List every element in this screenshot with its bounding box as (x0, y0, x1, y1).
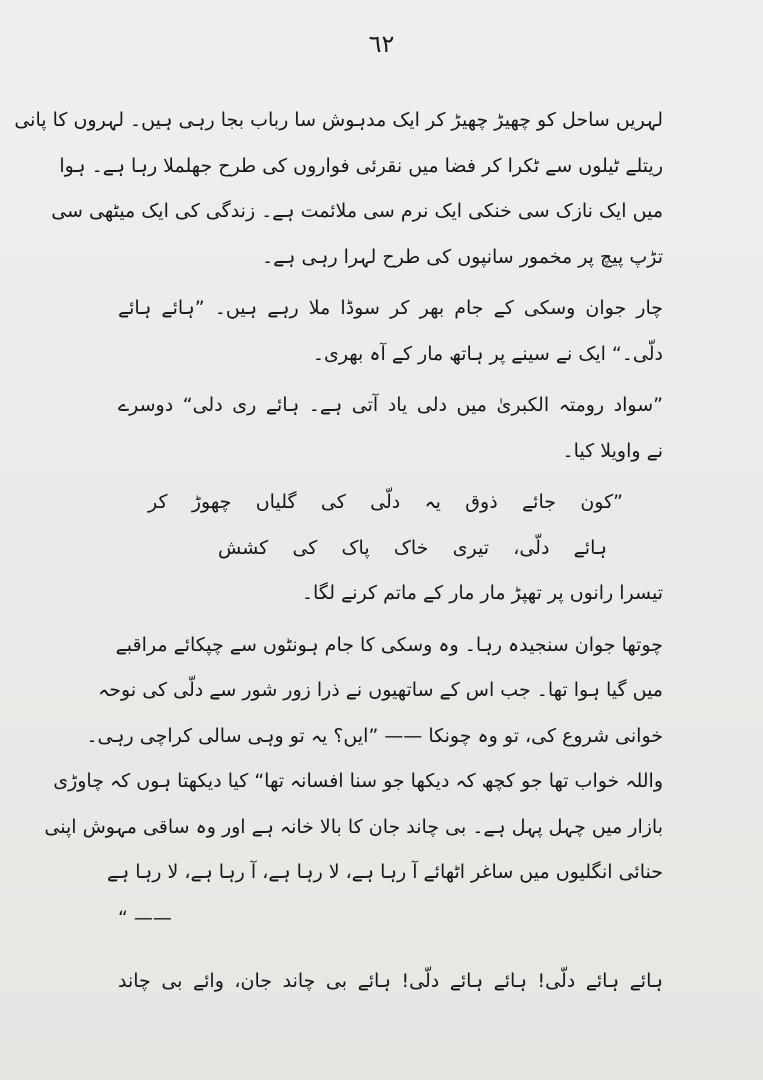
text-line: خوانی شروع کی، تو وہ چونکا —— ”ایں؟ یہ تو وہی سالی کراچی رہی۔ (86, 724, 663, 747)
text-line: نے واویلا کیا۔ (562, 439, 663, 462)
text-line: چوتھا جوان سنجیدہ رہا۔ وہ وسکی کا جام ہونٹوں سے چپکائے مراقبے (115, 633, 663, 656)
verse-line: ”کون جائے ذوق یہ دلّی کی گلیاں چھوڑ کر (148, 491, 623, 513)
text-line: تیسرا رانوں پر تھپڑ مار مار کے ماتم کرنے لگا۔ (301, 582, 663, 604)
body-text (14, 98, 663, 1005)
text-line: چار جوان وسکی کے جام بھر کر سوڈا ملا رہے ہیں۔ ”ہائے ہائے (118, 297, 663, 319)
text-line: میں ایک نازک سی خنکی ایک نرم سی ملائمت ہے۔ زندگی کی ایک میٹھی سی (51, 200, 663, 222)
text-line: ریتلے ٹیلوں سے ٹکرا کر فضا میں نقرئی فواروں کی طرح جھلملا رہا ہے۔ ہوا (59, 154, 663, 177)
text-line: بازار میں چہل پہل ہے۔ بی چاند جان کا بالا خانہ ہے اور وہ ساقی مہوش اپنی (44, 815, 663, 838)
verse-line: ہائے دلّی، تیری خاک پاک کی کشش (218, 536, 607, 559)
page-number: ٦٢ (368, 30, 395, 58)
text-line: —— “ (118, 906, 172, 929)
text-line: حنائی انگلیوں میں ساغر اٹھائے آ رہا ہے، لا رہا ہے، آ رہا ہے، لا رہا ہے (107, 861, 663, 883)
text-line: لہریں ساحل کو چھیڑ چھیڑ کر ایک مدہوش سا رباب بجا رہی ہیں۔ لہروں کا پانی (14, 109, 663, 131)
text-line: واللہ خواب تھا جو کچھ کہ دیکھا جو سنا افسانہ تھا“ کیا دیکھتا ہوں کہ چاوڑی (53, 770, 663, 792)
text-line: ”سواد رومتہ الکبریٰ میں دلی یاد آتی ہے۔ ہائے ری دلی“ دوسرے (118, 394, 663, 416)
text-line: ہائے ہائے دلّی! ہائے ہائے دلّی! ہائے بی چاند جان، وائے بی چاند (118, 970, 663, 992)
text-line: تڑپ پیچ پر مخمور سانپوں کی طرح لہرا رہی ہے۔ (262, 245, 663, 268)
text-line: میں گیا ہوا تھا۔ جب اس کے ساتھیوں نے ذرا زور شور سے دلّی کی نوحہ (98, 679, 663, 701)
text-line: دلّی۔“ ایک نے سینے پر ہاتھ مار کے آہ بھری۔ (312, 342, 663, 365)
